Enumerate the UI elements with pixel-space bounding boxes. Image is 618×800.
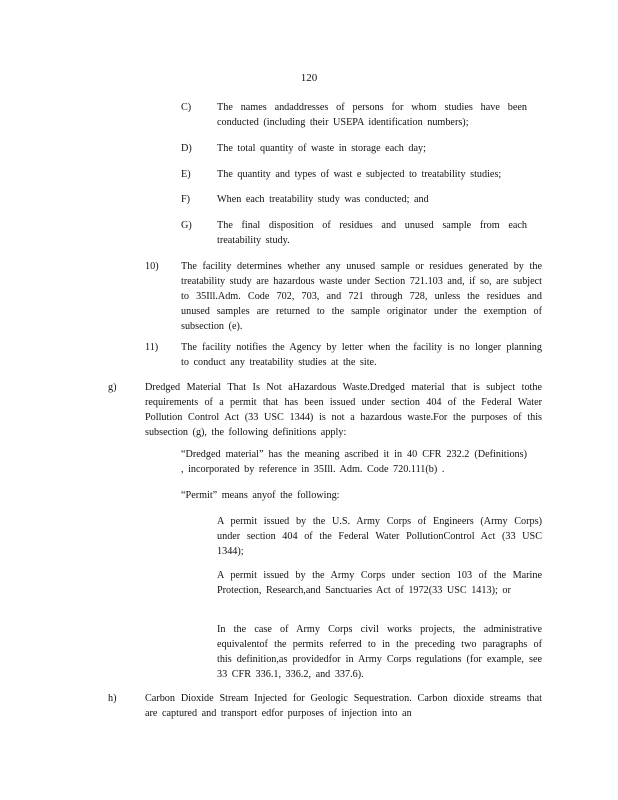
list-item-text: The quantity and types of wast e subjected to treatability studies; [217, 169, 502, 180]
list-item-text: The total quantity of waste in storage each day; [217, 143, 426, 154]
definition-subitem: A permit issued by the Army Corps under section 103 of the Marine Protection, Research,and Sanctuaries Act of 1972(33 USC 1413); or [217, 570, 542, 596]
definition-paragraph: “Dredged material” has the meaning ascribed it in 40 CFR 232.2 (Definitions) , incorporated by reference in 35Ill. Adm. Code 720.111(b) . [181, 449, 527, 475]
list-item [108, 691, 542, 721]
list-item-label: D) [181, 143, 192, 154]
list-item-label: g) [108, 382, 117, 393]
list-item [181, 141, 527, 156]
list-item [145, 340, 542, 370]
list-item-text: When each treatability study was conducted; and [217, 194, 429, 205]
list-item [108, 380, 542, 440]
list-item [181, 100, 527, 130]
list-item-label: 10) [145, 261, 159, 272]
list-item-label: E) [181, 169, 191, 180]
list-item-text: The facility notifies the Agency by letter when the facility is no longer planning to conduct any treatability studies at the site. [181, 342, 542, 368]
list-item-text: The names andaddresses of persons for whom studies have been conducted (including their USEPA identification numbers); [217, 102, 527, 128]
list-item-text: Dredged Material That Is Not aHazardous Waste.Dredged material that is subject tothe requirements of a permit that has been issued under section 404 of the Federal Water Pollution Control Act (33 USC 1344) is not a hazardous waste.For the purposes of this subsection (g), the following definitions apply: [145, 382, 542, 438]
list-item-text: Carbon Dioxide Stream Injected for Geologic Sequestration. Carbon dioxide streams that are captured and transport edfor purposes of injection into an [145, 693, 542, 719]
list-item-text: The facility determines whether any unused sample or residues generated by the treatability study are hazardous waste under Section 721.103 and, if so, are subject to 35Ill.Adm. Code 702, 703, and 721 through 728, unless the residues and unused samples are returned to the sample originator under the exemption of subsection (e). [181, 261, 542, 332]
definition-subitem: A permit issued by the U.S. Army Corps of Engineers (Army Corps) under section 404 of the Federal Water PollutionControl Act (33 USC 1344); [217, 516, 542, 557]
page-number: 120 [300, 72, 318, 84]
list-item [145, 259, 542, 334]
list-item-text: The final disposition of residues and unused sample from each treatability study. [217, 220, 527, 246]
list-item [181, 192, 527, 207]
list-item-label: F) [181, 194, 191, 205]
list-item [181, 218, 527, 248]
list-item-label: 11) [145, 342, 159, 353]
list-item [181, 167, 527, 182]
list-item-label: C) [181, 102, 192, 113]
definition-paragraph: “Permit” means anyof the following: [181, 490, 340, 501]
list-item-label: G) [181, 220, 192, 231]
definition-subitem: In the case of Army Corps civil works projects, the administrative equivalentof the permits referred to in the preceding two paragraphs of this definition,as providedfor in Army Corps regulations (for example, see 33 CFR 336.1, 336.2, and 337.6). [217, 624, 542, 680]
list-item-label: h) [108, 693, 117, 704]
